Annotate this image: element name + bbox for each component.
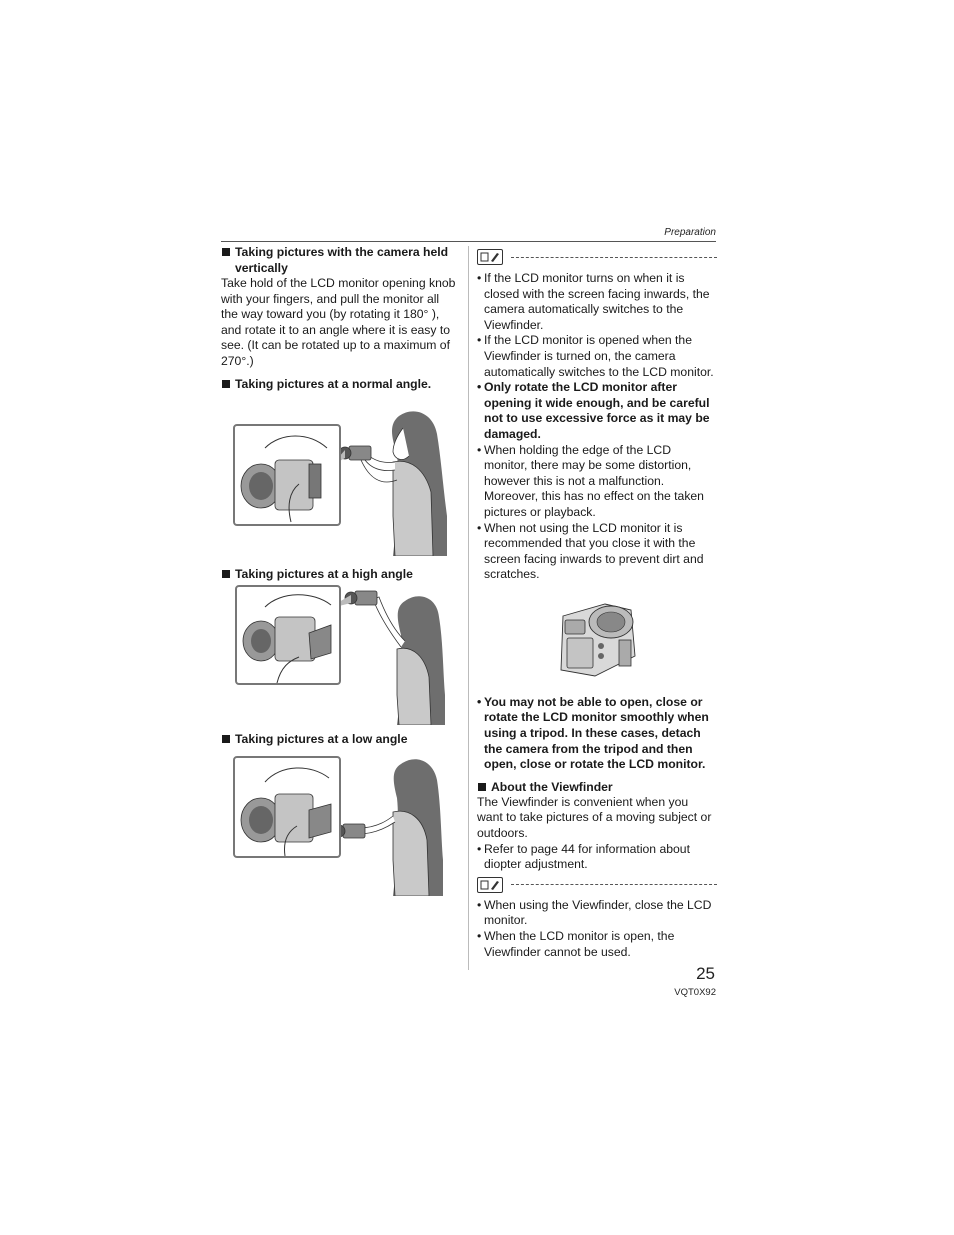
viewfinder-heading	[477, 779, 717, 795]
model-code: VQT0X92	[674, 987, 716, 998]
note-icon	[477, 877, 503, 893]
note-text: When using the Viewfinder, close the LCD monitor.	[484, 897, 712, 928]
note-item: • When not using the LCD monitor it is recommended that you close it with the screen facing inwards to prevent dirt and scratches.	[477, 521, 717, 583]
high-angle-heading-text: Taking pictures at a high angle	[235, 566, 413, 581]
note-text: When holding the edge of the LCD monitor, there may be some distortion, however this is not a malfunction. Moreover, this has no effect on the taken pictures or playback.	[484, 442, 704, 519]
page-number: 25	[696, 964, 715, 983]
note-item: • If the LCD monitor turns on when it is closed with the screen facing inwards, the camera automatically switches to the Viewfinder.	[477, 271, 717, 333]
camera-illustration	[237, 587, 339, 683]
camera-detail-inset	[235, 585, 341, 685]
viewfinder-heading-text: About the Viewfinder	[491, 779, 613, 794]
camera-illustration	[235, 758, 339, 856]
note-item: • If the LCD monitor is opened when the Viewfinder is turned on, the camera automatically switches to the LCD monitor.	[477, 333, 717, 380]
square-bullet-icon	[478, 783, 486, 791]
square-bullet-icon	[222, 248, 230, 256]
low-angle-heading-text: Taking pictures at a low angle	[235, 731, 408, 746]
high-angle-heading	[221, 566, 459, 582]
note-header	[477, 248, 717, 266]
tripod-warning: • You may not be able to open, close or rotate the LCD monitor smoothly when using a tripod. In these cases, detach the camera from the tripod and then open, close or rotate the LCD monitor.	[477, 695, 717, 773]
viewfinder-bullet: • Refer to page 44 for information about diopter adjustment.	[477, 842, 717, 873]
low-angle-illustration	[221, 756, 459, 896]
vertical-body: Take hold of the LCD monitor opening knob with your fingers, and pull the monitor all the way toward you (by rotating it 180° ), and rotate it to an angle where it is easy to see. (It can be rotated up to a maximum of 270°.)	[221, 276, 456, 368]
note-header	[477, 876, 717, 894]
camera-illustration	[555, 596, 639, 680]
square-bullet-icon	[222, 570, 230, 578]
normal-angle-illustration	[221, 406, 459, 556]
left-column	[221, 244, 459, 896]
header-rule	[221, 241, 716, 242]
high-angle-illustration	[221, 585, 459, 725]
viewfinder-body: The Viewfinder is convenient when you want to take pictures of a moving subject or outdoors.	[477, 794, 712, 841]
column-divider	[468, 246, 469, 970]
note-text: If the LCD monitor turns on when it is closed with the screen facing inwards, the camera automatically switches to the Viewfinder.	[484, 271, 710, 332]
dashed-separator	[511, 257, 717, 258]
note-text: When not using the LCD monitor it is recommended that you close it with the screen facing inwards to prevent dirt and scratches.	[484, 520, 704, 582]
square-bullet-icon	[222, 735, 230, 743]
camera-illustration	[235, 426, 339, 524]
camera-detail-inset	[233, 756, 341, 858]
dashed-separator	[511, 884, 717, 885]
note-item-warning: • Only rotate the LCD monitor after opening it wide enough, and be careful not to use excessive force as it may be damaged.	[477, 380, 717, 442]
note-text: Only rotate the LCD monitor after opening it wide enough, and be careful not to use excessive force as it may be damaged.	[484, 380, 710, 441]
note-item: • When holding the edge of the LCD monitor, there may be some distortion, however this is not a malfunction. Moreover, this has no effect on the taken pictures or playback.	[477, 443, 717, 521]
vertical-heading-text: Taking pictures with the camera held vertically	[235, 245, 449, 275]
note-item: • When using the Viewfinder, close the LCD monitor.	[477, 898, 717, 929]
normal-angle-heading	[221, 376, 459, 392]
closed-lcd-camera-illustration	[477, 596, 717, 682]
camera-detail-inset	[233, 424, 341, 526]
note-item: • When the LCD monitor is open, the Viewfinder cannot be used.	[477, 929, 717, 960]
right-column	[477, 248, 717, 960]
normal-angle-heading-text: Taking pictures at a normal angle.	[235, 376, 432, 391]
section-label: Preparation	[664, 227, 716, 238]
tripod-warning-text: You may not be able to open, close or rotate the LCD monitor smoothly when using a tripod. In these cases, detach the camera from the tripod and then open, close or rotate the LCD monitor.	[484, 694, 709, 772]
note-text: When the LCD monitor is open, the Viewfinder cannot be used.	[484, 929, 675, 959]
note-icon	[477, 249, 503, 265]
square-bullet-icon	[222, 380, 230, 388]
low-angle-heading	[221, 731, 459, 747]
vertical-heading	[221, 244, 459, 276]
viewfinder-bullet-text: Refer to page 44 for information about diopter adjustment.	[484, 841, 690, 872]
note-text: If the LCD monitor is opened when the Viewfinder is turned on, the camera automatically switches to the LCD monitor.	[484, 333, 714, 379]
